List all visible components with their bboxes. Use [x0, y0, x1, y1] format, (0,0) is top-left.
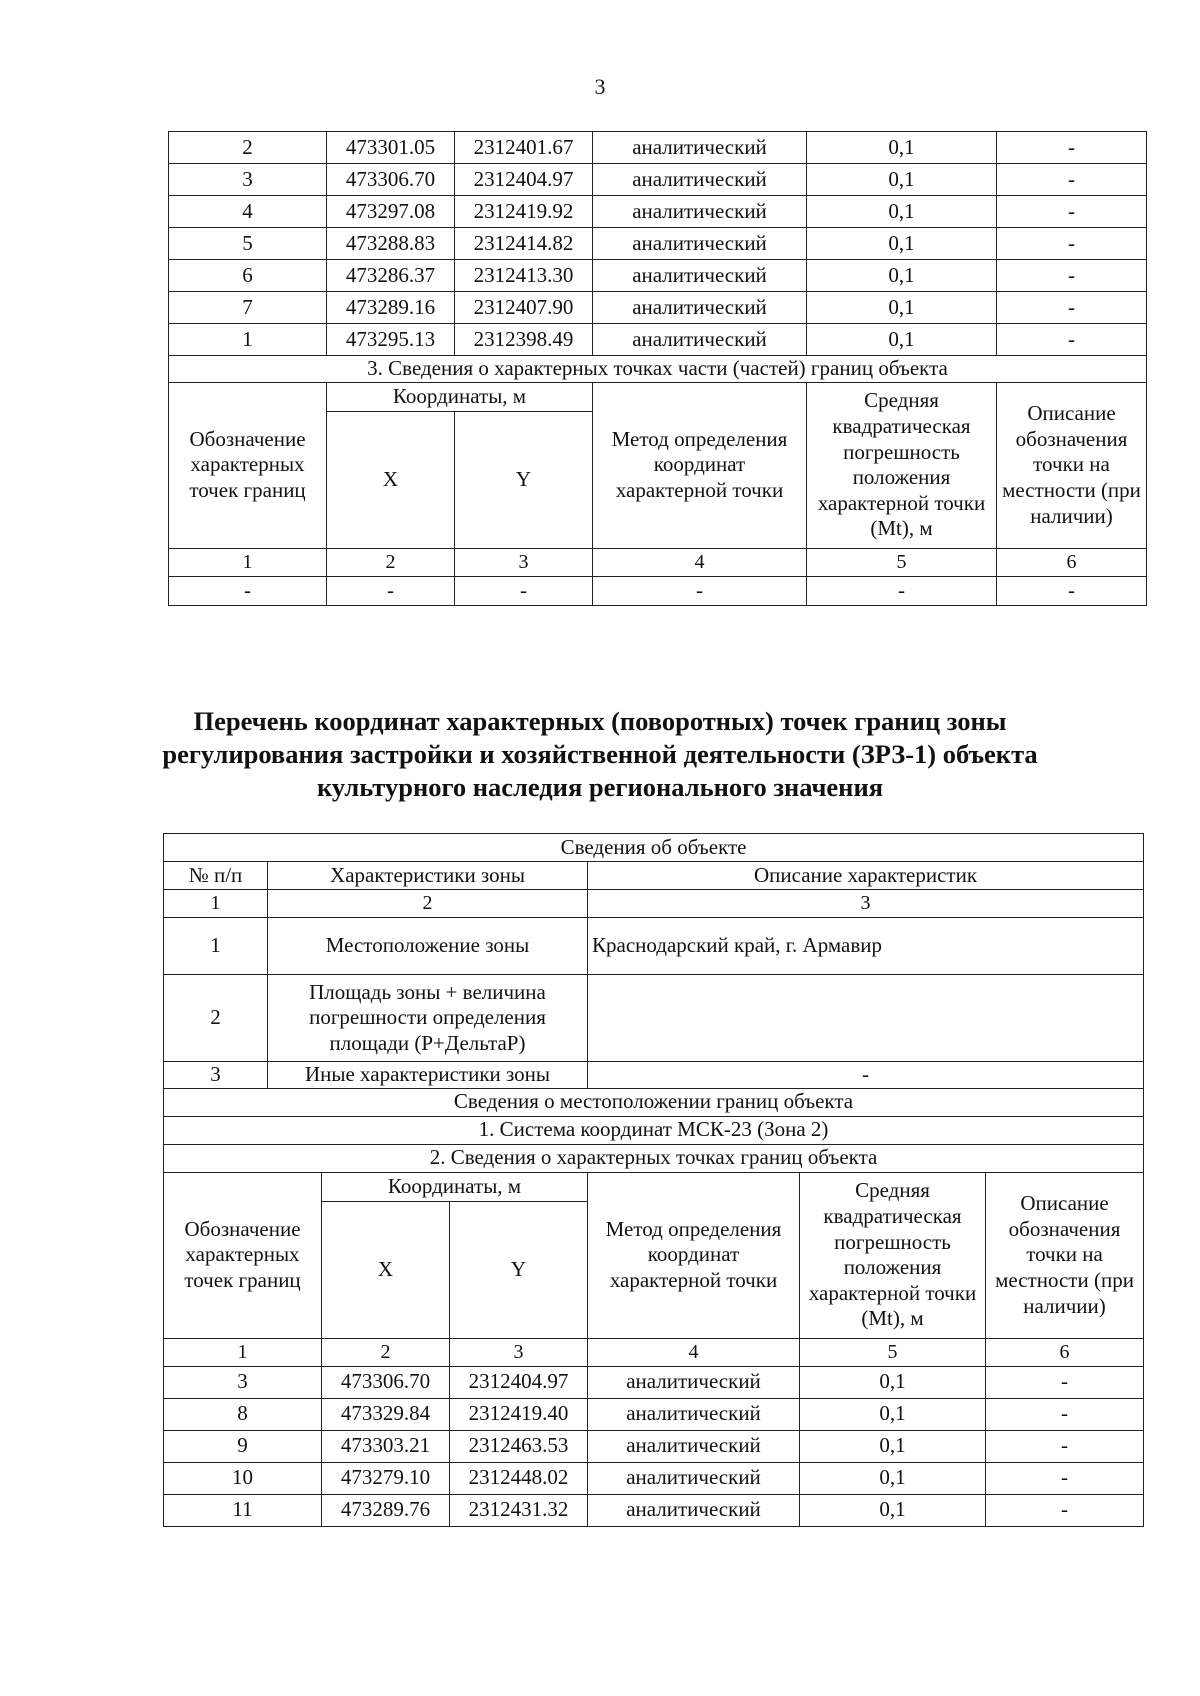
method-cell: аналитический: [588, 1398, 800, 1430]
system-title: 1. Система координат МСК-23 (Зона 2): [164, 1116, 1144, 1144]
point-row: [164, 1494, 1144, 1526]
y-cell: 2312404.97: [455, 164, 593, 196]
point-row: [164, 1462, 1144, 1494]
x-cell: 473306.70: [322, 1366, 450, 1398]
point-row: [169, 228, 1147, 260]
point-row: [169, 164, 1147, 196]
point-row: [169, 132, 1147, 164]
x-cell: 473329.84: [322, 1398, 450, 1430]
x-cell: 473301.05: [327, 132, 455, 164]
y-cell: 2312448.02: [450, 1462, 588, 1494]
info-char: Местоположение зоны: [268, 918, 588, 975]
object-info-numbers-row: [164, 890, 1144, 918]
error-cell: 0,1: [807, 260, 997, 292]
col-number: 4: [588, 1338, 800, 1366]
col-desc-header: Описание обозначения точки на местности (при наличии): [997, 382, 1147, 548]
method-cell: аналитический: [593, 196, 807, 228]
object-info-title: Сведения об объекте: [164, 834, 1144, 862]
error-cell: 0,1: [800, 1494, 986, 1526]
point-id-cell: 4: [169, 196, 327, 228]
empty-cell: -: [455, 576, 593, 605]
y-cell: 2312413.30: [455, 260, 593, 292]
y-cell: 2312419.40: [450, 1398, 588, 1430]
point-row: [169, 324, 1147, 356]
method-cell: аналитический: [593, 260, 807, 292]
point-row: [164, 1398, 1144, 1430]
info-char: Площадь зоны + величина погрешности определения площади (Р+ДельтаР): [268, 975, 588, 1062]
col-desc-header: Описание характеристик: [588, 862, 1144, 890]
error-cell: 0,1: [807, 132, 997, 164]
y-cell: 2312431.32: [450, 1494, 588, 1526]
location-title: Сведения о местоположении границ объекта: [164, 1088, 1144, 1116]
desc-cell: -: [997, 164, 1147, 196]
points-title: 2. Сведения о характерных точках границ объекта: [164, 1144, 1144, 1172]
col-char-header: Характеристики зоны: [268, 862, 588, 890]
x-cell: 473306.70: [327, 164, 455, 196]
point-id-cell: 2: [169, 132, 327, 164]
location-title-row: [164, 1088, 1144, 1116]
point-row: [169, 292, 1147, 324]
method-cell: аналитический: [588, 1366, 800, 1398]
col-number: 5: [807, 548, 997, 576]
coordinates-table-continued: [168, 131, 1147, 606]
column-numbers-row: [164, 1338, 1144, 1366]
point-id-cell: 3: [164, 1366, 322, 1398]
col-error-header: Средняя квадратическая погрешность положения характерной точки (Mt), м: [800, 1172, 986, 1338]
empty-cell: -: [327, 576, 455, 605]
desc-cell: -: [997, 132, 1147, 164]
error-cell: 0,1: [807, 196, 997, 228]
empty-cell: -: [807, 576, 997, 605]
col-number: 2: [327, 548, 455, 576]
point-id-cell: 10: [164, 1462, 322, 1494]
error-cell: 0,1: [807, 164, 997, 196]
desc-cell: -: [986, 1494, 1144, 1526]
desc-cell: -: [997, 260, 1147, 292]
col-number: 4: [593, 548, 807, 576]
col-number: 3: [588, 890, 1144, 918]
point-id-cell: 11: [164, 1494, 322, 1526]
desc-cell: -: [997, 324, 1147, 356]
info-num: 1: [164, 918, 268, 975]
info-num: 3: [164, 1062, 268, 1089]
desc-cell: -: [997, 292, 1147, 324]
y-cell: 2312407.90: [455, 292, 593, 324]
col-number: 1: [164, 890, 268, 918]
desc-cell: -: [997, 196, 1147, 228]
desc-cell: -: [986, 1398, 1144, 1430]
point-id-cell: 1: [169, 324, 327, 356]
column-numbers-row: [169, 548, 1147, 576]
document-heading: Перечень координат характерных (поворотных) точек границ зоны регулирования застройки и хозяйственной деятельности (ЗРЗ-1) объекта культурного наследия регионального значения: [162, 706, 1038, 802]
point-row: [164, 1366, 1144, 1398]
empty-cell: -: [997, 576, 1147, 605]
col-number: 5: [800, 1338, 986, 1366]
method-cell: аналитический: [593, 132, 807, 164]
y-cell: 2312401.67: [455, 132, 593, 164]
col-number: 1: [169, 548, 327, 576]
x-cell: 473289.76: [322, 1494, 450, 1526]
error-cell: 0,1: [807, 292, 997, 324]
point-id-cell: 5: [169, 228, 327, 260]
method-cell: аналитический: [593, 228, 807, 260]
points-title-row: [164, 1144, 1144, 1172]
col-desc-header: Описание обозначения точки на местности (при наличии): [986, 1172, 1144, 1338]
col-y-header: Y: [450, 1201, 588, 1338]
col-number: 6: [997, 548, 1147, 576]
empty-cell: -: [593, 576, 807, 605]
info-desc: [588, 975, 1144, 1062]
x-cell: 473303.21: [322, 1430, 450, 1462]
object-info-title-row: [164, 834, 1144, 862]
method-cell: аналитический: [593, 164, 807, 196]
info-desc: Краснодарский край, г. Армавир: [588, 918, 1144, 975]
point-row: [169, 196, 1147, 228]
point-row: [169, 260, 1147, 292]
col-point-header: Обозначение характерных точек границ: [169, 382, 327, 548]
info-char: Иные характеристики зоны: [268, 1062, 588, 1089]
point-row: [164, 1430, 1144, 1462]
x-cell: 473279.10: [322, 1462, 450, 1494]
method-cell: аналитический: [588, 1494, 800, 1526]
object-info-header-row: [164, 862, 1144, 890]
x-cell: 473289.16: [327, 292, 455, 324]
error-cell: 0,1: [800, 1366, 986, 1398]
desc-cell: -: [986, 1366, 1144, 1398]
col-coords-header: Координаты, м: [327, 382, 593, 411]
col-num-header: № п/п: [164, 862, 268, 890]
method-cell: аналитический: [593, 292, 807, 324]
y-cell: 2312419.92: [455, 196, 593, 228]
method-cell: аналитический: [593, 324, 807, 356]
point-id-cell: 6: [169, 260, 327, 292]
col-method-header: Метод определения координат характерной точки: [588, 1172, 800, 1338]
section3-title-row: [169, 356, 1147, 383]
error-cell: 0,1: [800, 1430, 986, 1462]
desc-cell: -: [986, 1430, 1144, 1462]
col-x-header: X: [327, 411, 455, 548]
y-cell: 2312398.49: [455, 324, 593, 356]
method-cell: аналитический: [588, 1430, 800, 1462]
zrz1-table: [163, 833, 1144, 1527]
method-cell: аналитический: [588, 1462, 800, 1494]
y-cell: 2312463.53: [450, 1430, 588, 1462]
point-id-cell: 7: [169, 292, 327, 324]
x-cell: 473297.08: [327, 196, 455, 228]
error-cell: 0,1: [800, 1398, 986, 1430]
y-cell: 2312404.97: [450, 1366, 588, 1398]
col-number: 6: [986, 1338, 1144, 1366]
desc-cell: -: [986, 1462, 1144, 1494]
info-num: 2: [164, 975, 268, 1062]
point-id-cell: 3: [169, 164, 327, 196]
info-desc: -: [588, 1062, 1144, 1089]
col-number: 3: [455, 548, 593, 576]
error-cell: 0,1: [800, 1462, 986, 1494]
x-cell: 473295.13: [327, 324, 455, 356]
col-x-header: X: [322, 1201, 450, 1338]
info-row: [164, 1062, 1144, 1089]
empty-cell: -: [169, 576, 327, 605]
col-number: 3: [450, 1338, 588, 1366]
y-cell: 2312414.82: [455, 228, 593, 260]
info-row: [164, 918, 1144, 975]
error-cell: 0,1: [807, 324, 997, 356]
desc-cell: -: [997, 228, 1147, 260]
col-number: 1: [164, 1338, 322, 1366]
x-cell: 473286.37: [327, 260, 455, 292]
col-coords-header: Координаты, м: [322, 1172, 588, 1201]
col-number: 2: [268, 890, 588, 918]
info-row: [164, 975, 1144, 1062]
section3-title: 3. Сведения о характерных точках части (частей) границ объекта: [169, 356, 1147, 383]
coord-header-row: [169, 382, 1147, 411]
system-title-row: [164, 1116, 1144, 1144]
x-cell: 473288.83: [327, 228, 455, 260]
point-id-cell: 9: [164, 1430, 322, 1462]
error-cell: 0,1: [807, 228, 997, 260]
page-number: 3: [594, 74, 606, 99]
empty-row: [169, 576, 1147, 605]
coord-header-row: [164, 1172, 1144, 1201]
col-point-header: Обозначение характерных точек границ: [164, 1172, 322, 1338]
col-error-header: Средняя квадратическая погрешность положения характерной точки (Mt), м: [807, 382, 997, 548]
col-number: 2: [322, 1338, 450, 1366]
point-id-cell: 8: [164, 1398, 322, 1430]
col-y-header: Y: [455, 411, 593, 548]
col-method-header: Метод определения координат характерной точки: [593, 382, 807, 548]
